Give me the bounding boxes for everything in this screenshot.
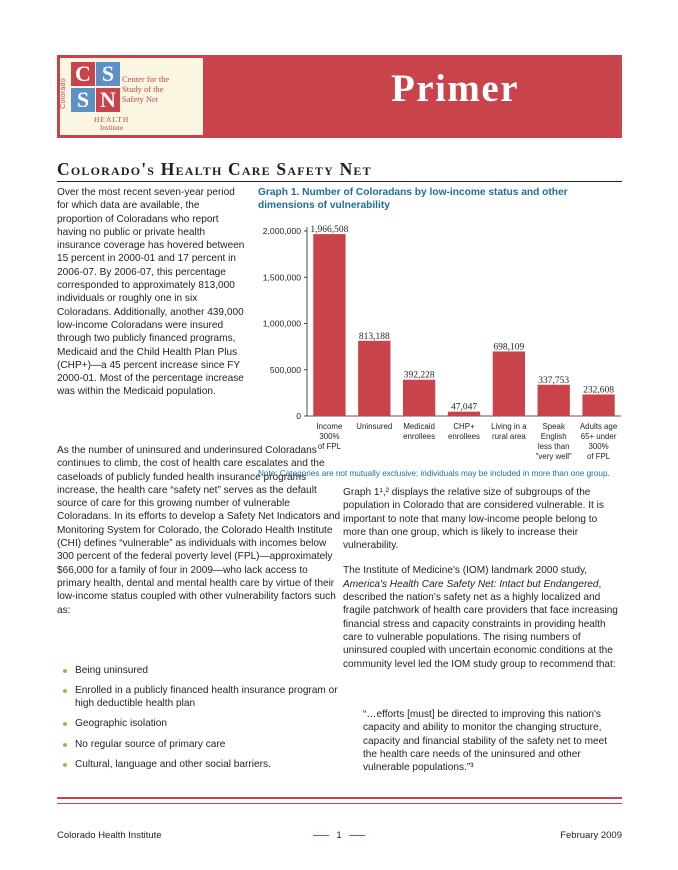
x-category-label: CHP+ xyxy=(453,422,475,431)
logo-letter-s2: S xyxy=(71,88,95,112)
bar-value-label: 698,109 xyxy=(493,342,525,353)
x-category-label: 65+ under xyxy=(580,432,617,441)
cssn-logo xyxy=(60,58,203,135)
x-category-label: "very well" xyxy=(535,452,572,461)
y-tick-label: 500,000 xyxy=(269,364,301,375)
x-category-label: enrollees xyxy=(447,432,481,441)
bullet-icon xyxy=(63,763,67,767)
x-category-label: Medicaid xyxy=(403,422,435,431)
x-category-label: enrollees xyxy=(403,432,436,441)
bar-value-label: 47,047 xyxy=(450,402,478,413)
list-item: Cultural, language and other social barriers. xyxy=(63,758,343,771)
x-category-label: Income xyxy=(316,422,343,431)
section-title: Colorado's Health Care Safety Net xyxy=(57,159,372,179)
bar-value-label: 1,966,508 xyxy=(310,225,349,236)
list-item: Enrolled in a publicly financed health insurance program or high deductible health plan xyxy=(63,684,343,711)
iom-quote: “…efforts [must] be directed to improving this nation's capacity and ability to monitor the changing structure, capacity and financial stability of the safety net to meet the health care needs of the uninsured and other vulnerable populations.”³ xyxy=(363,709,608,774)
bar xyxy=(358,341,390,416)
title-divider xyxy=(57,181,622,182)
bullet-icon xyxy=(63,689,67,693)
intro-paragraph: Over the most recent seven-year period for which data are available, the proportion of Coloradans who report having no public or private health insurance coverage has hovered between 15 percent in 2000-01 and 17 percent in 2006-07. By 2006-07, this percentage corresponded to approximately 813,000 individuals or roughly one in six Coloradans. Additionally, another 439,000 low-income Coloradans were insured through two publicly financed programs, Medicaid and the Child Health Plan Plus (CHP+)—a 45 percent increase since FY 2000-01. Most of the percentage increase was within the Medicaid population. xyxy=(57,187,245,398)
x-category-label: of FPL xyxy=(586,452,611,461)
x-category-label: Living in a xyxy=(491,422,527,431)
logo-health: HEALTH xyxy=(94,115,130,124)
y-tick-label: 2,000,000 xyxy=(262,226,301,236)
list-item: No regular source of primary care xyxy=(63,738,343,751)
bar-value-label: 392,228 xyxy=(403,370,435,381)
vulnerable-definition-paragraph: As the number of uninsured and underinsured Coloradans continues to climb, the cost of health care escalates and the caseloads of publicly funded health insurance programs increase, the health care “safety net” serves as the default source of care for this growing number of vulnerable Coloradans. In its efforts to develop a Safety Net Indicators and Monitoring System for Colorado, the Colorado Health Institute (CHI) defines “vulnerable” as individuals with incomes below 300 percent of the federal poverty level (FPL)—approximately $66,000 for a family of four in 2009—who lack access to primary health, dental and mental health care by virtue of their low-income status coupled with other vulnerability factors such as: xyxy=(57,445,341,616)
bar xyxy=(493,351,525,416)
footer-page-number: 1 xyxy=(306,830,372,841)
x-category-label: Adults age xyxy=(579,422,618,431)
graph-description-paragraph: Graph 1¹,² displays the relative size of subgroups of the population in Colorado that are considered vulnerable. It is important to note that many low-income people belong to more than one group, which is likely to increase their vulnerability. xyxy=(343,487,604,552)
bullet-icon xyxy=(63,743,67,747)
x-category-label: Uninsured xyxy=(356,422,393,431)
list-item: Geographic isolation xyxy=(63,717,343,730)
footer-organization: Colorado Health Institute xyxy=(57,830,162,841)
bar-value-label: 813,188 xyxy=(358,331,390,342)
graph-note: Note: Categories are not mutually exclusive; individuals may be included in more than one group. xyxy=(258,469,610,478)
page-dash-right xyxy=(349,835,365,837)
logo-letter-s1: S xyxy=(96,62,120,86)
bar xyxy=(582,394,614,416)
y-tick-label: 1,000,000 xyxy=(262,318,301,329)
logo-letter-n: N xyxy=(96,88,120,112)
graph-title: Graph 1. Number of Coloradans by low-income status and other dimensions of vulnerability xyxy=(258,187,568,211)
x-category-label: Speak xyxy=(542,422,565,431)
logo-letter-c: C xyxy=(71,62,95,86)
right-column xyxy=(343,486,622,671)
x-category-label: 300% xyxy=(588,442,609,451)
x-category-label: English xyxy=(540,432,567,441)
x-category-label: rural area xyxy=(491,432,526,441)
y-tick-label: 0 xyxy=(296,411,301,421)
bar-value-label: 232,608 xyxy=(583,385,615,396)
y-tick-label: 1,500,000 xyxy=(262,272,301,283)
bar xyxy=(403,380,435,416)
vulnerability-bar-chart xyxy=(250,212,625,472)
vulnerability-factors-list xyxy=(63,664,343,778)
x-category-label: 300% xyxy=(319,432,340,441)
footer-rule-thin xyxy=(57,803,622,804)
bullet-icon xyxy=(63,669,67,673)
footer-date: February 2009 xyxy=(560,830,622,841)
banner-title: Primer xyxy=(390,67,520,110)
footer-rule-thick xyxy=(57,797,622,799)
bullet-icon xyxy=(63,722,67,726)
page-dash-left xyxy=(313,835,329,837)
iom-paragraph: The Institute of Medicine's (IOM) landmark 2000 study, America's Health Care Safety Net: Intact but Endangered, described the nation's safety net as a highly localized and fragile patchwork of health care providers that face increasing financial stress and capacity constraints in providing health care to vulnerable populations. The rising numbers of uninsured coupled with uncertain economic conditions at the community level led the IOM study group to recommend that: xyxy=(343,565,618,670)
logo-vertical-text: Colorado xyxy=(60,78,67,109)
bar xyxy=(538,385,570,416)
x-category-label: of FPL xyxy=(317,442,342,451)
logo-institute: Institute xyxy=(100,124,123,132)
x-category-label: less than xyxy=(537,442,570,451)
logo-name: Center for the Study of the Safety Net xyxy=(122,74,170,104)
list-item: Being uninsured xyxy=(63,664,343,677)
bar-value-label: 337,753 xyxy=(538,375,570,386)
bar xyxy=(313,234,345,416)
